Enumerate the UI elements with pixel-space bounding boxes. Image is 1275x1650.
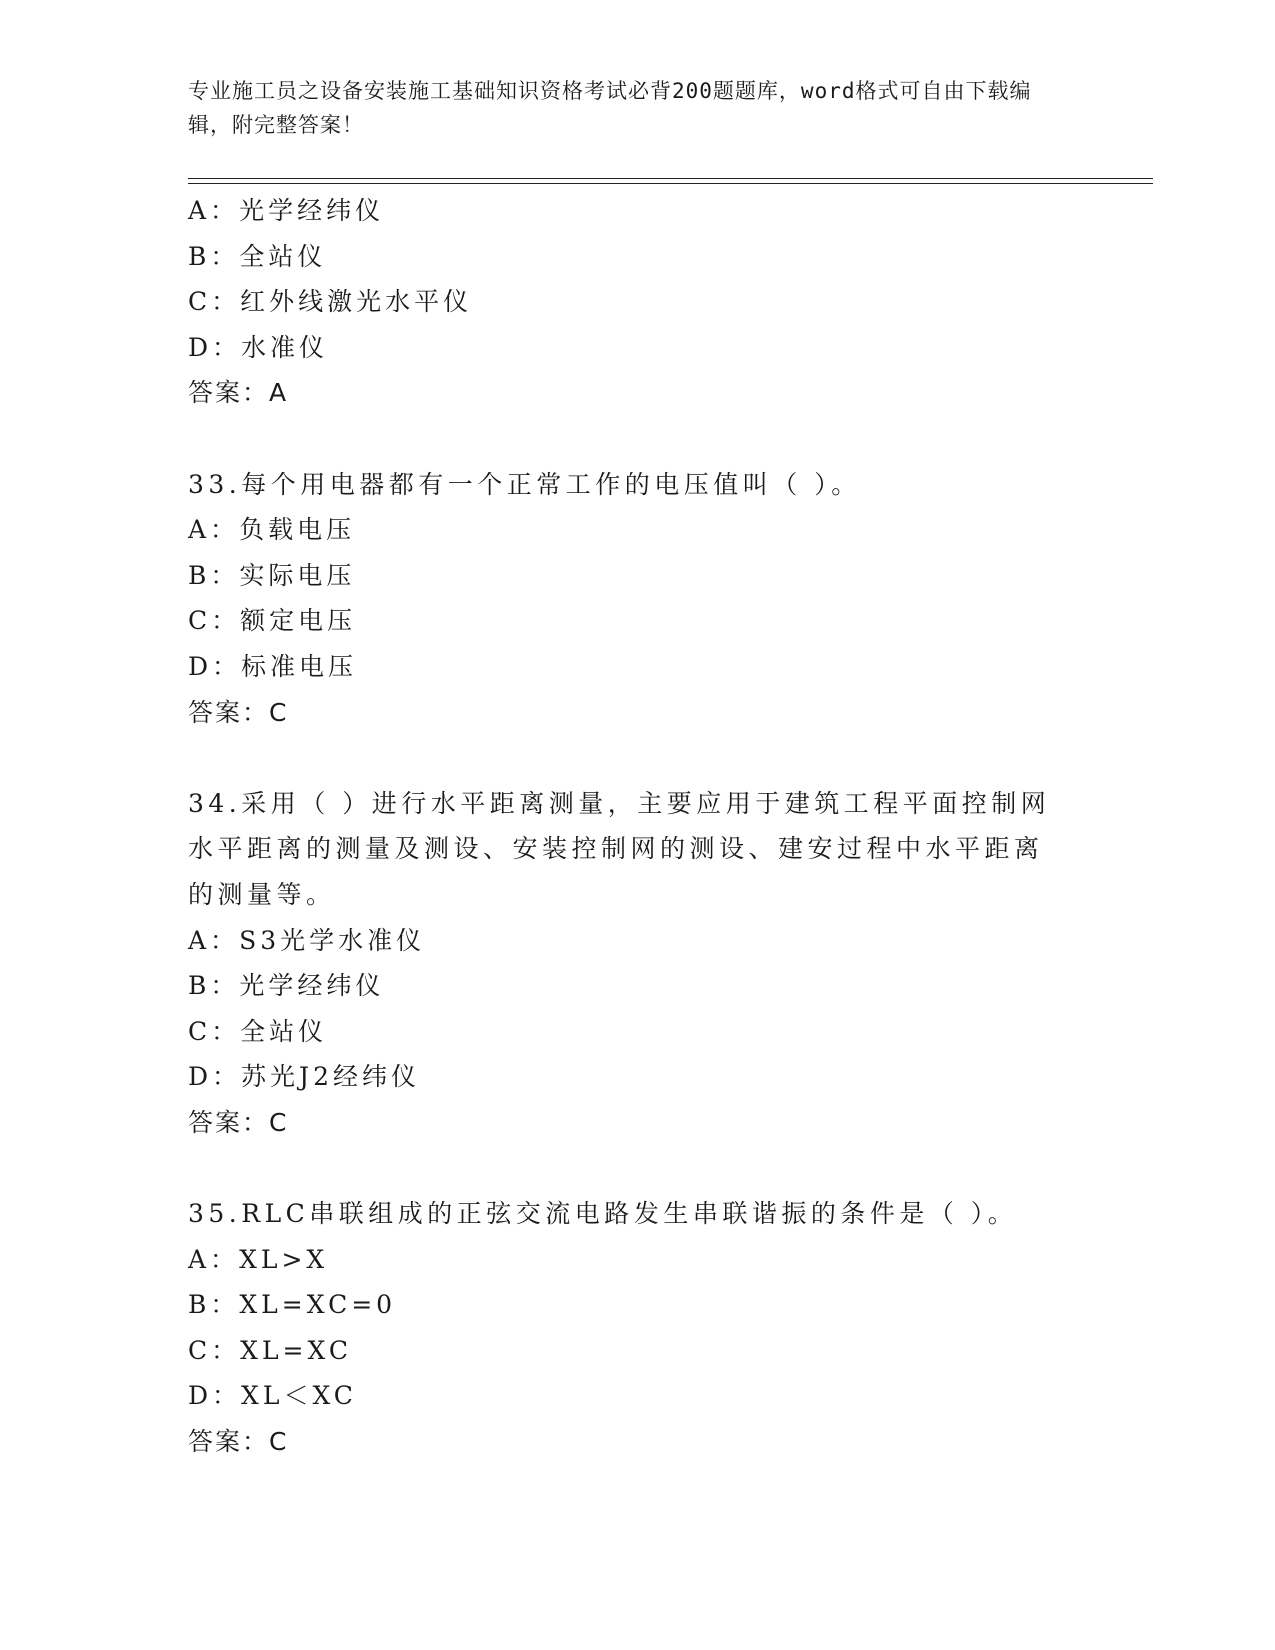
answer-line: 答案：A xyxy=(188,378,289,408)
option-c xyxy=(188,279,1088,325)
option-text: 额定电压 xyxy=(240,606,357,636)
option-text: XL>X xyxy=(239,1244,329,1274)
question-list xyxy=(188,188,1088,1465)
option-key: B： xyxy=(188,560,240,590)
option-key: A： xyxy=(188,1244,240,1274)
option-text: S3光学水准仪 xyxy=(239,925,426,955)
option-c xyxy=(188,1328,1088,1374)
option-text: 全站仪 xyxy=(239,241,327,271)
option-key: A： xyxy=(188,925,240,955)
question-35 xyxy=(188,1191,1088,1465)
option-d xyxy=(188,325,1088,371)
option-c xyxy=(188,598,1088,644)
spacer xyxy=(188,1145,1088,1191)
option-d xyxy=(188,1373,1088,1419)
option-text: 负载电压 xyxy=(239,515,356,545)
option-text: 标准电压 xyxy=(241,651,358,681)
question-stem: 34.采用（ ）进行水平距离测量，主要应用于建筑工程平面控制网水平距离的测量及测设、安装控制网的测设、建安过程中水平距离的测量等。 xyxy=(188,788,1051,909)
option-a xyxy=(188,918,1088,964)
header-rule-bottom xyxy=(188,183,1153,184)
option-key: C： xyxy=(188,606,241,636)
answer-line: 答案：C xyxy=(188,697,289,727)
question-34 xyxy=(188,781,1088,1146)
option-c xyxy=(188,1009,1088,1055)
option-key: D： xyxy=(188,1062,242,1092)
option-b xyxy=(188,553,1088,599)
question-stem: 35.RLC串联组成的正弦交流电路发生串联谐振的条件是（ ）。 xyxy=(188,1199,1018,1229)
spacer xyxy=(188,735,1088,781)
option-text: 光学经纬仪 xyxy=(239,196,385,225)
option-key: B： xyxy=(188,1290,240,1320)
option-key: C： xyxy=(188,1016,241,1046)
spacer xyxy=(188,416,1088,462)
option-text: XL=XC xyxy=(240,1335,352,1365)
option-key: C： xyxy=(188,1335,241,1365)
option-text: 苏光J2经纬仪 xyxy=(241,1062,420,1092)
option-text: 实际电压 xyxy=(239,560,356,590)
option-text: 水准仪 xyxy=(241,332,329,362)
option-key: A： xyxy=(188,196,240,225)
answer-line: 答案：C xyxy=(188,1427,289,1457)
question-32-continuation xyxy=(188,188,1088,416)
option-a xyxy=(188,1237,1088,1283)
option-key: D： xyxy=(188,651,242,681)
option-key: D： xyxy=(188,1381,242,1411)
answer-line: 答案：C xyxy=(188,1107,289,1137)
option-d xyxy=(188,644,1088,690)
option-b xyxy=(188,234,1088,280)
option-a xyxy=(188,507,1088,553)
option-d xyxy=(188,1054,1088,1100)
option-text: 红外线激光水平仪 xyxy=(240,287,473,317)
option-text: XL＜XC xyxy=(241,1381,357,1411)
option-key: B： xyxy=(188,241,240,271)
document-header: 专业施工员之设备安装施工基础知识资格考试必背200题题库，word格式可自由下载编辑，附完整答案！ xyxy=(188,79,1032,137)
option-text: 光学经纬仪 xyxy=(239,971,385,1001)
option-key: B： xyxy=(188,971,240,1001)
option-key: D： xyxy=(188,332,242,362)
header-rule-top xyxy=(188,178,1153,179)
option-text: 全站仪 xyxy=(240,1016,328,1046)
question-33 xyxy=(188,462,1088,736)
option-b xyxy=(188,963,1088,1009)
option-a xyxy=(188,188,1088,234)
option-b xyxy=(188,1282,1088,1328)
option-text: XL=XC=0 xyxy=(239,1290,397,1320)
question-stem: 33.每个用电器都有一个正常工作的电压值叫（ ）。 xyxy=(188,469,861,499)
option-key: C： xyxy=(188,287,241,317)
option-key: A： xyxy=(188,515,240,545)
